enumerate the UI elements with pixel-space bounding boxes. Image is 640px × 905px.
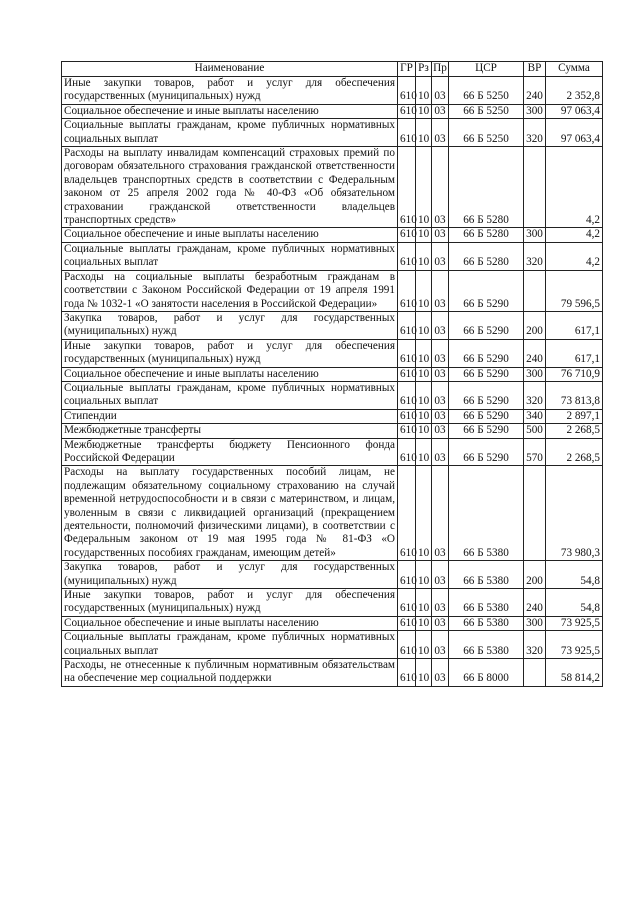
header-pr: Пр <box>432 62 449 77</box>
table-row <box>62 466 603 561</box>
row-vr <box>524 147 546 228</box>
row-name: Социальное обеспечение и иные выплаты населению <box>62 367 398 381</box>
row-sum: 2 268,5 <box>546 438 603 466</box>
row-csr: 66 Б 5380 <box>449 466 524 561</box>
row-gr: 610 <box>398 659 416 687</box>
row-vr: 320 <box>524 381 546 409</box>
row-vr: 340 <box>524 409 546 423</box>
table-row <box>62 659 603 687</box>
row-vr: 240 <box>524 339 546 367</box>
table-row <box>62 367 603 381</box>
row-sum: 617,1 <box>546 339 603 367</box>
table-row <box>62 409 603 423</box>
row-rz: 10 <box>416 367 432 381</box>
row-rz: 10 <box>416 104 432 118</box>
row-sum: 4,2 <box>546 242 603 270</box>
row-sum: 73 925,5 <box>546 616 603 630</box>
row-rz: 10 <box>416 381 432 409</box>
row-rz: 10 <box>416 242 432 270</box>
row-gr: 610 <box>398 339 416 367</box>
row-rz: 10 <box>416 424 432 438</box>
row-pr: 03 <box>432 561 449 589</box>
table-row <box>62 561 603 589</box>
row-pr: 03 <box>432 466 449 561</box>
row-name: Социальное обеспечение и иные выплаты населению <box>62 616 398 630</box>
row-rz: 10 <box>416 311 432 339</box>
row-pr: 03 <box>432 589 449 617</box>
row-pr: 03 <box>432 381 449 409</box>
row-gr: 610 <box>398 147 416 228</box>
row-gr: 610 <box>398 466 416 561</box>
row-sum: 73 980,3 <box>546 466 603 561</box>
row-name: Социальные выплаты гражданам, кроме публичных нормативных социальных выплат <box>62 119 398 147</box>
row-pr: 03 <box>432 424 449 438</box>
table-header-row <box>62 62 603 77</box>
row-rz: 10 <box>416 631 432 659</box>
row-rz: 10 <box>416 228 432 242</box>
row-gr: 610 <box>398 77 416 105</box>
row-sum: 54,8 <box>546 561 603 589</box>
header-csr: ЦСР <box>449 62 524 77</box>
row-vr: 500 <box>524 424 546 438</box>
row-vr: 570 <box>524 438 546 466</box>
row-gr: 610 <box>398 589 416 617</box>
row-csr: 66 Б 5290 <box>449 367 524 381</box>
row-rz: 10 <box>416 339 432 367</box>
row-rz: 10 <box>416 147 432 228</box>
row-pr: 03 <box>432 367 449 381</box>
row-vr: 300 <box>524 228 546 242</box>
row-vr: 200 <box>524 561 546 589</box>
row-gr: 610 <box>398 381 416 409</box>
table-row <box>62 438 603 466</box>
table-row <box>62 589 603 617</box>
row-gr: 610 <box>398 409 416 423</box>
row-pr: 03 <box>432 77 449 105</box>
table-row <box>62 147 603 228</box>
row-name: Закупка товаров, работ и услуг для государственных (муниципальных) нужд <box>62 561 398 589</box>
row-vr <box>524 659 546 687</box>
row-gr: 610 <box>398 616 416 630</box>
row-pr: 03 <box>432 119 449 147</box>
table-row <box>62 119 603 147</box>
row-rz: 10 <box>416 466 432 561</box>
row-rz: 10 <box>416 659 432 687</box>
row-sum: 4,2 <box>546 228 603 242</box>
row-name: Расходы на выплату государственных пособий лицам, не подлежащим обязательному социальному страхованию на случай временной нетрудоспособности и в связи с материнством, и лицам, уволенным в связи с ликвидацией организаций (прекращением деятельности, полномочий физическими лицами), в соответствии с Федеральным законом от 19 мая 1995 года № 81-ФЗ «О государственных пособиях гражданам, имеющим детей» <box>62 466 398 561</box>
table-row <box>62 381 603 409</box>
row-name: Социальное обеспечение и иные выплаты населению <box>62 104 398 118</box>
table-row <box>62 311 603 339</box>
row-sum: 76 710,9 <box>546 367 603 381</box>
header-vr: ВР <box>524 62 546 77</box>
row-gr: 610 <box>398 104 416 118</box>
table-row <box>62 242 603 270</box>
row-csr: 66 Б 5380 <box>449 631 524 659</box>
row-name: Расходы, не отнесенные к публичным нормативным обязательствам на обеспечение мер социальной поддержки <box>62 659 398 687</box>
row-gr: 610 <box>398 311 416 339</box>
table-row <box>62 270 603 311</box>
row-pr: 03 <box>432 147 449 228</box>
row-sum: 97 063,4 <box>546 119 603 147</box>
row-gr: 610 <box>398 270 416 311</box>
row-vr: 240 <box>524 77 546 105</box>
row-pr: 03 <box>432 631 449 659</box>
row-gr: 610 <box>398 367 416 381</box>
row-gr: 610 <box>398 561 416 589</box>
row-csr: 66 Б 5290 <box>449 381 524 409</box>
row-name: Социальные выплаты гражданам, кроме публичных нормативных социальных выплат <box>62 631 398 659</box>
row-vr: 240 <box>524 589 546 617</box>
row-rz: 10 <box>416 77 432 105</box>
row-pr: 03 <box>432 228 449 242</box>
row-csr: 66 Б 5250 <box>449 104 524 118</box>
row-name: Иные закупки товаров, работ и услуг для обеспечения государственных (муниципальных) нужд <box>62 589 398 617</box>
row-rz: 10 <box>416 438 432 466</box>
row-name: Межбюджетные трансферты бюджету Пенсионного фонда Российской Федерации <box>62 438 398 466</box>
table-row <box>62 339 603 367</box>
row-csr: 66 Б 5290 <box>449 424 524 438</box>
row-name: Социальные выплаты гражданам, кроме публичных нормативных социальных выплат <box>62 242 398 270</box>
row-csr: 66 Б 5290 <box>449 270 524 311</box>
row-sum: 79 596,5 <box>546 270 603 311</box>
row-sum: 4,2 <box>546 147 603 228</box>
row-csr: 66 Б 5250 <box>449 119 524 147</box>
row-name: Закупка товаров, работ и услуг для государственных (муниципальных) нужд <box>62 311 398 339</box>
table-row <box>62 424 603 438</box>
row-csr: 66 Б 5290 <box>449 339 524 367</box>
row-name: Социальное обеспечение и иные выплаты населению <box>62 228 398 242</box>
row-pr: 03 <box>432 616 449 630</box>
row-csr: 66 Б 8000 <box>449 659 524 687</box>
table-body <box>62 77 603 687</box>
row-gr: 610 <box>398 631 416 659</box>
row-gr: 610 <box>398 438 416 466</box>
row-pr: 03 <box>432 339 449 367</box>
row-sum: 97 063,4 <box>546 104 603 118</box>
row-pr: 03 <box>432 409 449 423</box>
header-gr: ГР <box>398 62 416 77</box>
row-sum: 54,8 <box>546 589 603 617</box>
table-row <box>62 104 603 118</box>
row-csr: 66 Б 5290 <box>449 311 524 339</box>
row-rz: 10 <box>416 409 432 423</box>
row-vr <box>524 466 546 561</box>
row-sum: 617,1 <box>546 311 603 339</box>
row-pr: 03 <box>432 659 449 687</box>
row-pr: 03 <box>432 438 449 466</box>
table-row <box>62 228 603 242</box>
row-csr: 66 Б 5250 <box>449 77 524 105</box>
row-name: Стипендии <box>62 409 398 423</box>
row-pr: 03 <box>432 311 449 339</box>
table-row <box>62 77 603 105</box>
row-rz: 10 <box>416 616 432 630</box>
row-csr: 66 Б 5380 <box>449 589 524 617</box>
row-vr: 320 <box>524 631 546 659</box>
row-gr: 610 <box>398 424 416 438</box>
row-gr: 610 <box>398 119 416 147</box>
row-sum: 73 925,5 <box>546 631 603 659</box>
row-csr: 66 Б 5280 <box>449 147 524 228</box>
header-sum: Сумма <box>546 62 603 77</box>
row-name: Расходы на выплату инвалидам компенсаций страховых премий по договорам обязательного страхования гражданской ответственности владельцев транспортных средств в соответствии с Федеральным законом от 25 апреля 2002 года № 40-ФЗ «Об обязательном страховании гражданской ответственности владельцев транспортных средств» <box>62 147 398 228</box>
row-rz: 10 <box>416 589 432 617</box>
table-row <box>62 616 603 630</box>
row-vr <box>524 270 546 311</box>
row-name: Межбюджетные трансферты <box>62 424 398 438</box>
row-pr: 03 <box>432 270 449 311</box>
row-pr: 03 <box>432 242 449 270</box>
row-csr: 66 Б 5380 <box>449 561 524 589</box>
row-rz: 10 <box>416 119 432 147</box>
row-sum: 2 268,5 <box>546 424 603 438</box>
row-pr: 03 <box>432 104 449 118</box>
row-sum: 2 897,1 <box>546 409 603 423</box>
row-vr: 300 <box>524 367 546 381</box>
row-csr: 66 Б 5380 <box>449 616 524 630</box>
row-sum: 2 352,8 <box>546 77 603 105</box>
row-sum: 58 814,2 <box>546 659 603 687</box>
row-gr: 610 <box>398 228 416 242</box>
row-rz: 10 <box>416 561 432 589</box>
row-vr: 300 <box>524 104 546 118</box>
row-csr: 66 Б 5290 <box>449 438 524 466</box>
header-rz: Рз <box>416 62 432 77</box>
table-row <box>62 631 603 659</box>
row-sum: 73 813,8 <box>546 381 603 409</box>
header-name: Наименование <box>62 62 398 77</box>
row-csr: 66 Б 5280 <box>449 242 524 270</box>
row-name: Иные закупки товаров, работ и услуг для обеспечения государственных (муниципальных) нужд <box>62 77 398 105</box>
row-vr: 300 <box>524 616 546 630</box>
row-vr: 200 <box>524 311 546 339</box>
row-vr: 320 <box>524 242 546 270</box>
budget-table <box>61 61 603 687</box>
row-name: Иные закупки товаров, работ и услуг для обеспечения государственных (муниципальных) нужд <box>62 339 398 367</box>
row-csr: 66 Б 5290 <box>449 409 524 423</box>
row-vr: 320 <box>524 119 546 147</box>
row-name: Расходы на социальные выплаты безработным гражданам в соответствии с Законом Российской Федерации от 19 апреля 1991 года № 1032-1 «О занятости населения в Российской Федерации» <box>62 270 398 311</box>
row-gr: 610 <box>398 242 416 270</box>
row-name: Социальные выплаты гражданам, кроме публичных нормативных социальных выплат <box>62 381 398 409</box>
row-rz: 10 <box>416 270 432 311</box>
row-csr: 66 Б 5280 <box>449 228 524 242</box>
